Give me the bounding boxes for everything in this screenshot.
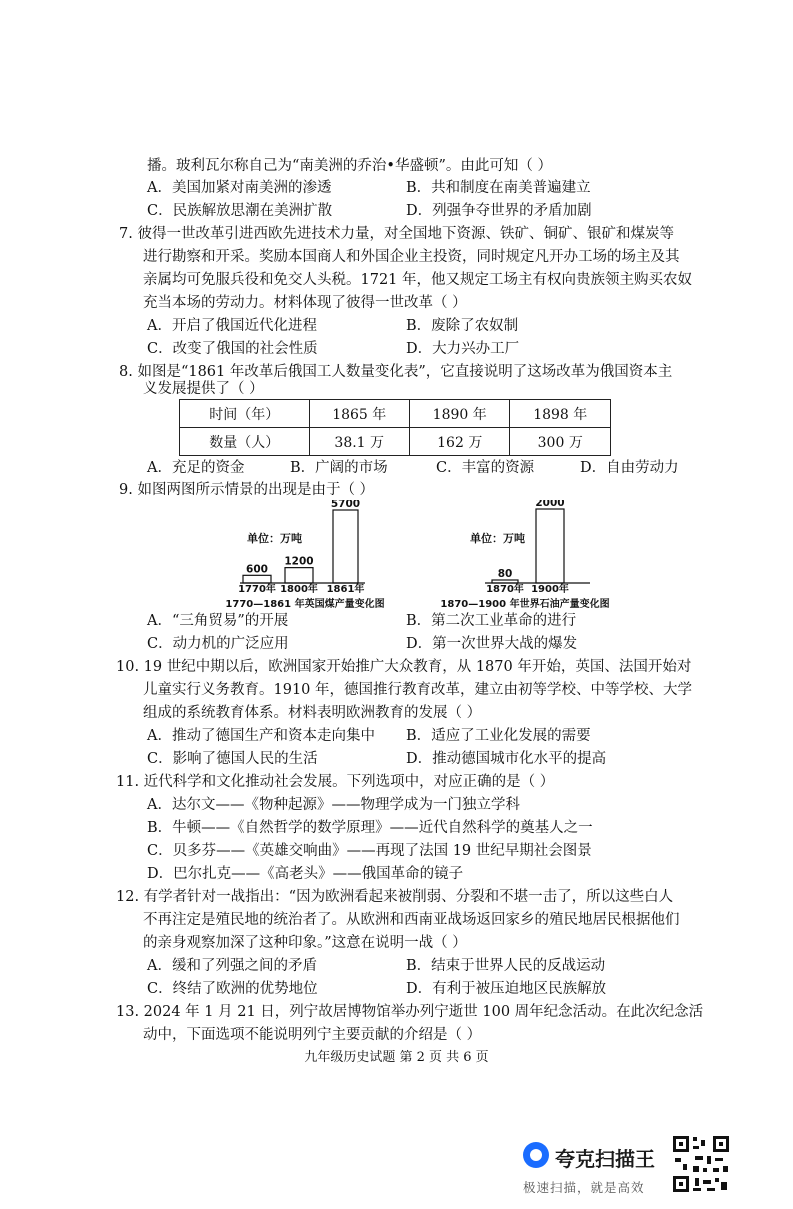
q13-stem-line: 动中，下面选项不能说明列宁主要贡献的介绍是（ ） [143, 1027, 482, 1043]
q7-option-c[interactable]: C．改变了俄国的社会性质 [147, 341, 318, 357]
q12-option-c[interactable]: C．终结了欧洲的优势地位 [147, 981, 318, 997]
q11-option-a[interactable]: A．达尔文——《物种起源》——物理学成为一门独立学科 [147, 797, 520, 813]
q9-option-c[interactable]: C．动力机的广泛应用 [147, 636, 289, 652]
q8-stem-line: 义发展提供了（ ） [143, 381, 264, 397]
bar [333, 510, 358, 583]
q12-stem-line: 12. 有学者针对一战指出：“因为欧洲看起来被削弱、分裂和不堪一击了，所以这些白人 [116, 889, 674, 905]
unit-label: 单位：万吨 [470, 532, 525, 545]
q10-option-d[interactable]: D．推动德国城市化水平的提高 [406, 751, 607, 767]
bar-value-label: 2000 [535, 500, 565, 509]
q7-option-d[interactable]: D．大力兴办工厂 [406, 341, 520, 357]
table-cell: 时间（年） [180, 400, 310, 428]
bar-value-label: 5700 [330, 500, 361, 510]
q6-option-d[interactable]: D．列强争夺世界的矛盾加剧 [406, 203, 592, 219]
table-cell: 300 万 [510, 428, 611, 456]
q8-option-a[interactable]: A．充足的资金 [147, 460, 245, 476]
q11-option-b[interactable]: B．牛顿——《自然哲学的数学原理》——近代自然科学的奠基人之一 [147, 820, 593, 836]
bar [243, 575, 271, 583]
q11-stem-line: 11. 近代科学和文化推动社会发展。下列选项中，对应正确的是（ ） [116, 774, 555, 790]
qr-code-icon [671, 1134, 731, 1194]
q9-option-a[interactable]: A．“三角贸易”的开展 [147, 613, 289, 629]
bar-value-label: 80 [497, 568, 513, 580]
q7-stem-line: 7. 彼得一世改革引进西欧先进技术力量，对全国地下资源、铁矿、铜矿、银矿和煤炭等 [119, 226, 674, 242]
q9-option-b[interactable]: B．第二次工业革命的进行 [406, 613, 577, 629]
worker-count-table [179, 399, 611, 456]
table-row [180, 400, 611, 428]
bar [285, 568, 313, 583]
quark-logo-icon [523, 1142, 549, 1168]
q13-stem-line: 13. 2024 年 1 月 21 日，列宁故居博物馆举办列宁逝世 100 周年纪念活动。在此次纪念活 [116, 1004, 704, 1020]
unit-label: 单位：万吨 [247, 532, 302, 545]
table-cell: 1890 年 [409, 400, 509, 428]
oil-output-chart-svg [420, 500, 630, 612]
q10-stem-line: 儿童实行义务教育。1910 年，德国推行教育改革，建立由初等学校、中等学校、大学 [143, 682, 693, 698]
q10-option-a[interactable]: A．推动了德国生产和资本走向集中 [147, 728, 375, 744]
bar [492, 580, 518, 583]
q8-option-c[interactable]: C．丰富的资源 [436, 460, 535, 476]
chart-title: 1770—1861 年英国煤产量变化图 [225, 599, 385, 610]
q8-option-b[interactable]: B．广阔的市场 [290, 460, 388, 476]
q6-option-c[interactable]: C．民族解放思潮在美洲扩散 [147, 203, 333, 219]
q7-option-b[interactable]: B．废除了农奴制 [406, 318, 519, 334]
q10-option-c[interactable]: C．影响了德国人民的生活 [147, 751, 318, 767]
bar-value-label: 1200 [284, 555, 314, 568]
table-cell: 1865 年 [309, 400, 409, 428]
q10-stem-line: 10. 19 世纪中期以后，欧洲国家开始推广大众教育，从 1870 年开始，英国、法国开始对 [116, 659, 692, 675]
q9-stem-line: 9. 如图两图所示情景的出现是由于（ ） [119, 482, 375, 498]
q6-option-a[interactable]: A．美国加紧对南美洲的渗透 [147, 180, 332, 196]
q8-stem-line: 8. 如图是“1861 年改革后俄国工人数量变化表”，它直接说明了这场改革为俄国资本主 [119, 364, 673, 380]
q8-option-d[interactable]: D．自由劳动力 [580, 460, 679, 476]
x-tick-label: 1770年 [238, 584, 276, 595]
q10-stem-line: 组成的系统教育体系。材料表明欧洲教育的发展（ ） [143, 705, 482, 721]
q6-option-b[interactable]: B．共和制度在南美普遍建立 [406, 180, 591, 196]
q7-stem-line: 充当本场的劳动力。材料体现了彼得一世改革（ ） [143, 295, 467, 311]
q11-option-c[interactable]: C．贝多芬——《英雄交响曲》——再现了法国 19 世纪早期社会图景 [147, 843, 592, 859]
oil-output-chart [420, 500, 630, 612]
bar [536, 509, 564, 583]
x-tick-label: 1800年 [280, 584, 318, 595]
x-tick-label: 1870年 [486, 584, 524, 595]
x-tick-label: 1861年 [326, 584, 365, 595]
q12-option-a[interactable]: A．缓和了列强之间的矛盾 [147, 958, 317, 974]
coal-output-chart [205, 500, 405, 612]
table-cell: 1898 年 [510, 400, 611, 428]
brand-slogan: 极速扫描，就是高效 [523, 1180, 645, 1195]
chart-title: 1870—1900 年世界石油产量变化图 [440, 599, 610, 610]
q12-stem-line: 不再注定是殖民地的统治者了。从欧洲和西南亚战场返回家乡的殖民地居民根据他们 [143, 912, 680, 928]
q12-stem-line: 的亲身观察加深了这种印象。”这意在说明一战（ ） [143, 935, 467, 951]
bar-value-label: 600 [246, 563, 268, 576]
x-tick-label: 1900年 [531, 584, 569, 595]
q7-option-a[interactable]: A．开启了俄国近代化进程 [147, 318, 317, 334]
table-cell: 38.1 万 [309, 428, 409, 456]
coal-output-chart-svg [205, 500, 405, 612]
page-footer: 九年级历史试题 第 2 页 共 6 页 [304, 1050, 489, 1065]
q12-option-d[interactable]: D．有利于被压迫地区民族解放 [406, 981, 607, 997]
q12-option-b[interactable]: B．结束于世界人民的反战运动 [406, 958, 606, 974]
q11-option-d[interactable]: D．巴尔扎克——《高老头》——俄国革命的镜子 [147, 866, 464, 882]
q7-stem-line: 进行勘察和开采。奖励本国商人和外国企业主投资，同时规定凡开办工场的场主及其 [143, 249, 680, 265]
q6-stem-line: 播。玻利瓦尔称自己为“南美洲的乔治•华盛顿”。由此可知（ ） [147, 158, 552, 174]
brand-name: 夸克扫描王 [555, 1147, 655, 1171]
q9-option-d[interactable]: D．第一次世界大战的爆发 [406, 636, 578, 652]
table-cell: 162 万 [409, 428, 509, 456]
q10-option-b[interactable]: B．适应了工业化发展的需要 [406, 728, 591, 744]
table-cell: 数量（人） [180, 428, 310, 456]
q7-stem-line: 亲属均可免服兵役和免交人头税。1721 年，他又规定工场主有权向贵族领主购买农奴 [143, 272, 693, 288]
table-row [180, 428, 611, 456]
